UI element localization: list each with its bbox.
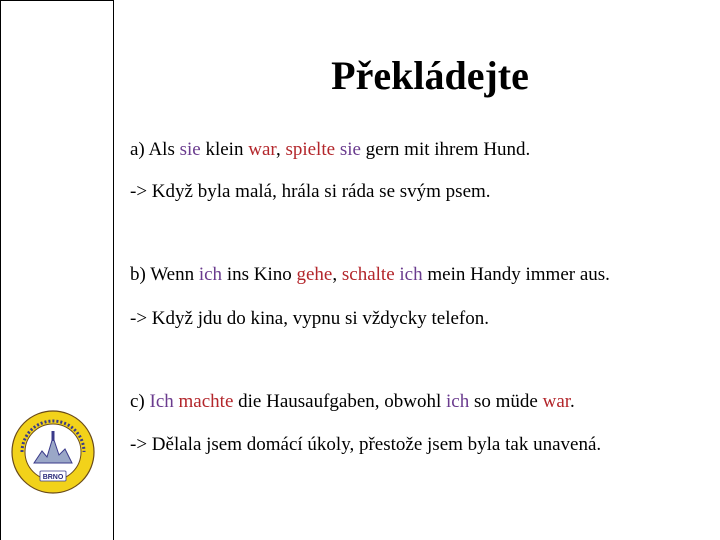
- text-segment: ,: [332, 264, 342, 285]
- verb-word: machte: [178, 391, 234, 412]
- verb-word: war: [542, 391, 571, 412]
- text-segment: ins Kino: [222, 264, 297, 285]
- text-segment: b) Wenn: [130, 264, 199, 285]
- subject-word: ich: [446, 391, 470, 412]
- subject-word: ich: [399, 264, 423, 285]
- verb-word: war: [248, 139, 276, 160]
- verb-word: spielte: [285, 139, 336, 160]
- sentence-c-translation: -> Dělala jsem domácí úkoly, přestože jsem byla tak unavená.: [130, 434, 602, 455]
- subject-word: sie: [179, 139, 201, 160]
- verb-word: gehe: [296, 264, 333, 285]
- sentence-c-source: [130, 390, 710, 414]
- school-emblem-icon: [10, 409, 96, 495]
- sentence-a-source: [130, 138, 710, 162]
- text-segment: c): [130, 391, 150, 412]
- slide-title: Překládejte: [331, 53, 529, 98]
- subject-word: sie: [339, 139, 361, 160]
- text-segment: gern mit ihrem Hund.: [360, 139, 531, 160]
- sentence-b-translation: -> Když jdu do kina, vypnu si vždycky telefon.: [130, 308, 489, 329]
- subject-word: ich: [198, 264, 223, 285]
- logo-city: BRNO: [42, 474, 64, 481]
- subject-word: Ich: [149, 391, 174, 412]
- text-segment: a) Als: [130, 139, 180, 160]
- text-segment: so müde: [469, 391, 543, 412]
- sentence-b-source: [130, 263, 710, 287]
- text-segment: klein: [200, 139, 249, 160]
- text-segment: mein Handy immer aus.: [422, 264, 610, 285]
- text-segment: ,: [275, 139, 286, 160]
- verb-word: schalte: [341, 264, 395, 285]
- sentence-a-translation: -> Když byla malá, hrála si ráda se svým psem.: [130, 181, 491, 202]
- text-segment: .: [570, 391, 575, 412]
- text-segment: die Hausaufgaben, obwohl: [233, 391, 447, 412]
